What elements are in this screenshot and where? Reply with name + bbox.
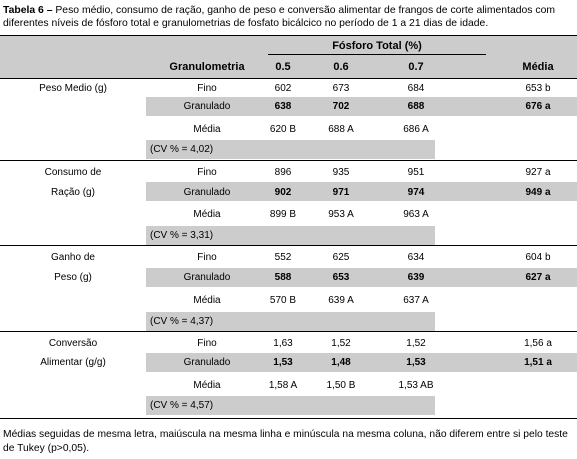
cell-value: 896 — [274, 167, 292, 178]
header-col-2: 0.7 — [408, 61, 424, 73]
row-name: Média — [193, 295, 221, 306]
cell-value: 552 — [274, 252, 292, 263]
cell-value: 588 — [274, 272, 292, 283]
cv-label: (CV % = 4,57) — [150, 400, 214, 411]
block-label-line: Ganho de — [51, 252, 95, 263]
block-rule — [0, 160, 577, 161]
table-footnote: Médias seguidas de mesma letra, maiúscula na mesma linha e minúscula na mesma coluna, não diferem entre si pelo teste de Tukey (p>0,05). — [3, 429, 568, 454]
header-subrule — [268, 54, 486, 55]
cell-value: 1,53 — [273, 357, 293, 368]
cell-value: 1,58 A — [268, 380, 298, 391]
row-name: Granulado — [183, 357, 231, 368]
cv-label: (CV % = 4,02) — [150, 144, 214, 155]
cell-value: 1,52 — [406, 338, 426, 349]
cell-value: 935 — [332, 167, 350, 178]
cell-value: 1,50 B — [326, 380, 356, 391]
header-col-1: 0.6 — [333, 61, 349, 73]
cell-value: 899 B — [269, 209, 297, 220]
cell-value: 953 A — [328, 209, 354, 220]
block-rule — [0, 331, 577, 332]
row-name: Média — [193, 124, 221, 135]
bottom-rule — [0, 418, 577, 419]
row-name: Média — [193, 380, 221, 391]
header-col-0: 0.5 — [275, 61, 291, 73]
cell-value: 639 — [407, 272, 425, 283]
block-label-line: Conversão — [48, 338, 98, 349]
cell-value: 902 — [274, 187, 292, 198]
cell-media: 927 a — [525, 167, 551, 178]
cell-value: 602 — [274, 83, 292, 94]
cell-value: 625 — [332, 252, 350, 263]
cell-media: 676 a — [525, 101, 551, 112]
row-name: Fino — [197, 167, 217, 178]
cell-media: 949 a — [525, 187, 551, 198]
cv-label: (CV % = 4,37) — [150, 316, 214, 327]
cell-value: 688 A — [328, 124, 354, 135]
cell-media: 1,56 a — [524, 338, 552, 349]
cell-value: 637 A — [403, 295, 429, 306]
row-name: Fino — [197, 252, 217, 263]
cell-value: 620 B — [269, 124, 297, 135]
cell-value: 1,52 — [331, 338, 351, 349]
cell-media: 627 a — [525, 272, 551, 283]
block-label-line: Consumo de — [44, 167, 102, 178]
table-caption — [3, 4, 575, 30]
cell-value: 702 — [332, 101, 350, 112]
block-label-line: Alimentar (g/g) — [40, 357, 106, 368]
cell-media: 604 b — [525, 252, 551, 263]
cell-value: 684 — [407, 83, 425, 94]
block-label-line: Ração (g) — [51, 187, 95, 198]
table-label: Tabela 6 – — [3, 5, 53, 16]
cell-value: 634 — [407, 252, 425, 263]
block-label-line: Peso Medio (g) — [39, 83, 107, 94]
cv-label: (CV % = 3,31) — [150, 230, 214, 241]
header-granulometria: Granulometria — [169, 61, 245, 73]
cell-value: 974 — [407, 187, 425, 198]
caption-text: Peso médio, consumo de ração, ganho de peso e conversão alimentar de frangos de corte alimentados com diferentes níveis de fósforo total e granulometrias de fosfato bicálcico no período de 1 a 21 dias de idade. — [3, 5, 555, 29]
row-name: Granulado — [183, 187, 231, 198]
header-bottom-rule — [0, 78, 577, 79]
cell-value: 971 — [332, 187, 350, 198]
row-name: Granulado — [183, 101, 231, 112]
cell-value: 1,53 — [406, 357, 426, 368]
block-label-line: Peso (g) — [54, 272, 92, 283]
cell-value: 1,53 AB — [398, 380, 434, 391]
row-name: Média — [193, 209, 221, 220]
cell-value: 639 A — [328, 295, 354, 306]
cell-value: 688 — [407, 101, 425, 112]
cell-value: 570 B — [269, 295, 297, 306]
cell-value: 1,48 — [331, 357, 351, 368]
cell-value: 638 — [274, 101, 292, 112]
block-rule — [0, 245, 577, 246]
cell-value: 653 — [332, 272, 350, 283]
cell-media: 1,51 a — [524, 357, 552, 368]
cell-media: 653 b — [525, 83, 551, 94]
cell-value: 686 A — [403, 124, 429, 135]
row-name: Fino — [197, 83, 217, 94]
header-media: Média — [522, 61, 554, 73]
cell-value: 673 — [332, 83, 350, 94]
row-name: Fino — [197, 338, 217, 349]
cell-value: 951 — [407, 167, 425, 178]
header-group-label: Fósforo Total (%) — [332, 40, 422, 52]
cell-value: 963 A — [403, 209, 429, 220]
row-name: Granulado — [183, 272, 231, 283]
cell-value: 1,63 — [273, 338, 293, 349]
